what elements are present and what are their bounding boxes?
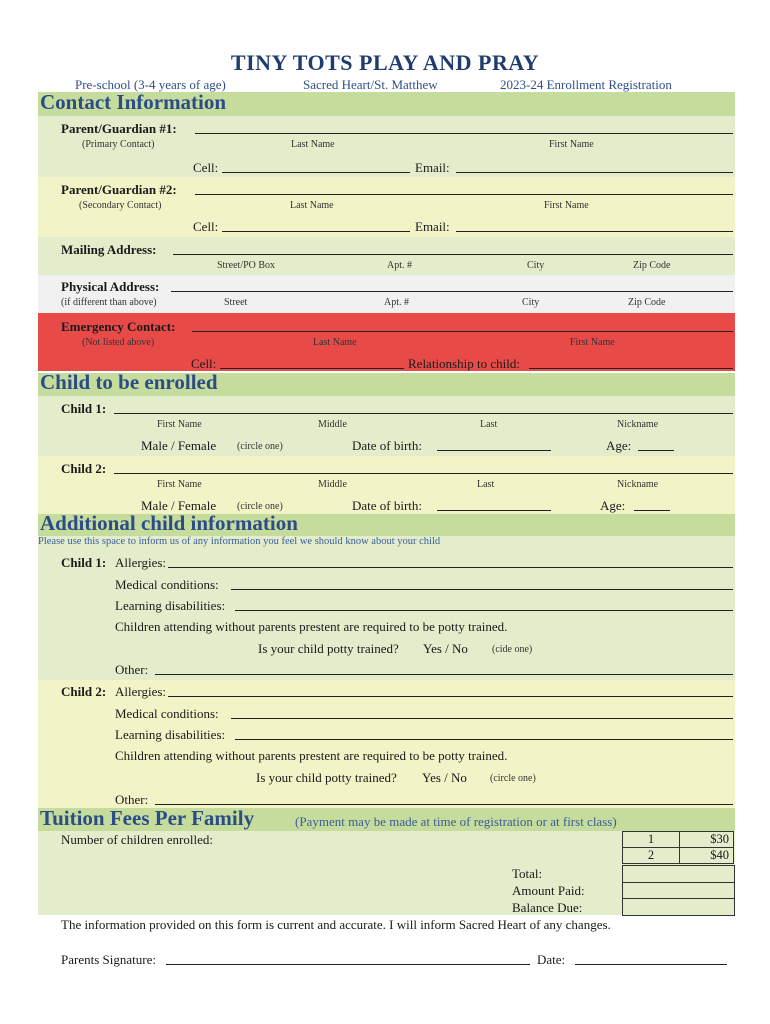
date-field[interactable]: [575, 964, 727, 965]
child2-age-field[interactable]: [634, 510, 670, 511]
amount-paid-field[interactable]: [622, 882, 735, 899]
total-label: Total:: [512, 866, 543, 881]
child1-potty-question: Is your child potty trained?: [258, 641, 399, 656]
mailing-label: Mailing Address:: [61, 242, 157, 257]
parent2-label: Parent/Guardian #2:: [61, 182, 177, 197]
child2-other-label: Other:: [115, 792, 149, 807]
mailing-address-field[interactable]: [173, 254, 733, 255]
child1-learning-label: Learning disabilities:: [115, 598, 226, 613]
child-section-title: Child to be enrolled: [40, 370, 218, 394]
signature-field[interactable]: [166, 964, 530, 965]
physical-zip-caption: Zip Code: [628, 297, 666, 308]
child1-allergies-field[interactable]: [168, 567, 733, 568]
child1-gender-circle: (circle one): [237, 441, 283, 452]
child2-dob-field[interactable]: [437, 510, 551, 511]
child2-last-caption: Last: [477, 479, 495, 490]
child1-gender[interactable]: Male / Female: [141, 438, 217, 453]
child1-middle-caption: Middle: [318, 419, 347, 430]
parent2-sub: (Secondary Contact): [79, 200, 162, 211]
child2-first-caption: First Name: [157, 479, 202, 490]
contact-section-title: Contact Information: [40, 90, 227, 114]
child2-medical-field[interactable]: [231, 718, 733, 719]
child2-name-field[interactable]: [114, 473, 733, 474]
child2-gender-circle: (circle one): [237, 501, 283, 512]
child1-label: Child 1:: [61, 401, 107, 416]
tuition-note: (Payment may be made at time of registration or at first class): [295, 814, 617, 829]
child1-dob-field[interactable]: [437, 450, 551, 451]
child2-potty-circle: (circle one): [490, 773, 536, 784]
child2-age-label: Age:: [600, 498, 626, 513]
parent1-name-field[interactable]: [195, 133, 733, 134]
child1-allergies-label: Allergies:: [115, 555, 167, 570]
parent1-email-label: Email:: [415, 160, 450, 175]
fee-count[interactable]: 2: [623, 848, 680, 864]
parent1-label: Parent/Guardian #1:: [61, 121, 177, 136]
accuracy-statement: The information provided on this form is current and accurate. I will inform Sacred Heart of any changes.: [61, 917, 611, 932]
parent1-cell-label: Cell:: [193, 160, 219, 175]
child2-allergies-label: Allergies:: [115, 684, 167, 699]
child1-name-field[interactable]: [114, 413, 733, 414]
form-title: TINY TOTS PLAY AND PRAY: [230, 50, 540, 75]
fee-count[interactable]: 1: [623, 832, 680, 848]
child2-nickname-caption: Nickname: [617, 479, 659, 490]
parent1-sub: (Primary Contact): [82, 139, 155, 150]
fee-row: [623, 832, 734, 848]
parent2-cell-label: Cell:: [193, 219, 219, 234]
child1-dob-label: Date of birth:: [352, 438, 423, 453]
parent2-email-field[interactable]: [456, 231, 733, 232]
date-label: Date:: [537, 952, 566, 967]
child2-potty-yes-no[interactable]: Yes / No: [422, 770, 467, 785]
child1-age-label: Age:: [606, 438, 632, 453]
physical-address-field[interactable]: [171, 291, 733, 292]
child1-last-caption: Last: [480, 419, 498, 430]
emergency-cell-label: Cell:: [191, 356, 217, 371]
child2-learning-label: Learning disabilities:: [115, 727, 226, 742]
parent1-last-caption: Last Name: [291, 139, 335, 150]
child1-other-label: Other:: [115, 662, 149, 677]
emergency-name-field[interactable]: [192, 331, 733, 332]
child1-learning-field[interactable]: [235, 610, 733, 611]
child2-label: Child 2:: [61, 461, 107, 476]
child2-dob-label: Date of birth:: [352, 498, 423, 513]
emergency-first-caption: First Name: [570, 337, 615, 348]
program-age: Pre-school (3-4 years of age): [75, 77, 226, 92]
amount-paid-label: Amount Paid:: [512, 883, 585, 898]
fee-table: [622, 831, 734, 864]
child1-other-field[interactable]: [155, 674, 733, 675]
parent1-email-field[interactable]: [456, 172, 733, 173]
parent2-name-field[interactable]: [195, 194, 733, 195]
balance-due-field[interactable]: [622, 899, 735, 916]
child2-other-field[interactable]: [155, 804, 733, 805]
additional-section-title: Additional child information: [40, 511, 298, 535]
physical-sub: (if different than above): [61, 297, 157, 308]
child1-medical-label: Medical conditions:: [115, 577, 219, 592]
signature-label: Parents Signature:: [61, 952, 156, 967]
child2-potty-question: Is your child potty trained?: [256, 770, 397, 785]
child1-potty-note: Children attending without parents prestent are required to be potty trained.: [115, 619, 508, 634]
emergency-relationship-field[interactable]: [529, 368, 733, 369]
parish-name: Sacred Heart/St. Matthew: [303, 77, 438, 92]
additional-child2-label: Child 2:: [61, 684, 107, 699]
tuition-section-title: Tuition Fees Per Family: [40, 806, 255, 830]
balance-due-label: Balance Due:: [512, 900, 583, 915]
mailing-city-caption: City: [527, 260, 545, 271]
mailing-street-caption: Street/PO Box: [217, 260, 276, 271]
emergency-sub: (Not listed above): [82, 337, 155, 348]
emergency-cell-field[interactable]: [220, 368, 404, 369]
child1-first-caption: First Name: [157, 419, 202, 430]
physical-city-caption: City: [522, 297, 540, 308]
parent2-first-caption: First Name: [544, 200, 589, 211]
child1-potty-circle: (cide one): [492, 644, 533, 655]
fee-amount: $30: [680, 832, 734, 848]
emergency-last-caption: Last Name: [313, 337, 357, 348]
mailing-zip-caption: Zip Code: [633, 260, 671, 271]
fee-amount: $40: [680, 848, 734, 864]
emergency-label: Emergency Contact:: [61, 319, 176, 334]
child2-middle-caption: Middle: [318, 479, 347, 490]
enrollment-year: 2023-24 Enrollment Registration: [500, 77, 672, 92]
child1-medical-field[interactable]: [231, 589, 733, 590]
children-enrolled-label: Number of children enrolled:: [61, 832, 213, 847]
child2-medical-label: Medical conditions:: [115, 706, 219, 721]
child1-age-field[interactable]: [638, 450, 674, 451]
additional-child1-label: Child 1:: [61, 555, 107, 570]
mailing-apt-caption: Apt. #: [387, 260, 412, 271]
child1-potty-yes-no[interactable]: Yes / No: [423, 641, 468, 656]
child2-learning-field[interactable]: [235, 739, 733, 740]
total-field[interactable]: [622, 865, 735, 883]
parent2-last-caption: Last Name: [290, 200, 334, 211]
child2-potty-note: Children attending without parents prestent are required to be potty trained.: [115, 748, 508, 763]
child1-nickname-caption: Nickname: [617, 419, 659, 430]
parent1-first-caption: First Name: [549, 139, 594, 150]
child2-gender[interactable]: Male / Female: [141, 498, 217, 513]
additional-note: Please use this space to inform us of any information you feel we should know about your child: [38, 536, 441, 547]
physical-apt-caption: Apt. #: [384, 297, 409, 308]
parent1-cell-field[interactable]: [222, 172, 410, 173]
child2-allergies-field[interactable]: [168, 696, 733, 697]
parent2-email-label: Email:: [415, 219, 450, 234]
physical-label: Physical Address:: [61, 279, 160, 294]
emergency-relationship-label: Relationship to child:: [408, 356, 520, 371]
parent2-cell-field[interactable]: [222, 231, 410, 232]
physical-street-caption: Street: [224, 297, 248, 308]
fee-row: [623, 848, 734, 864]
